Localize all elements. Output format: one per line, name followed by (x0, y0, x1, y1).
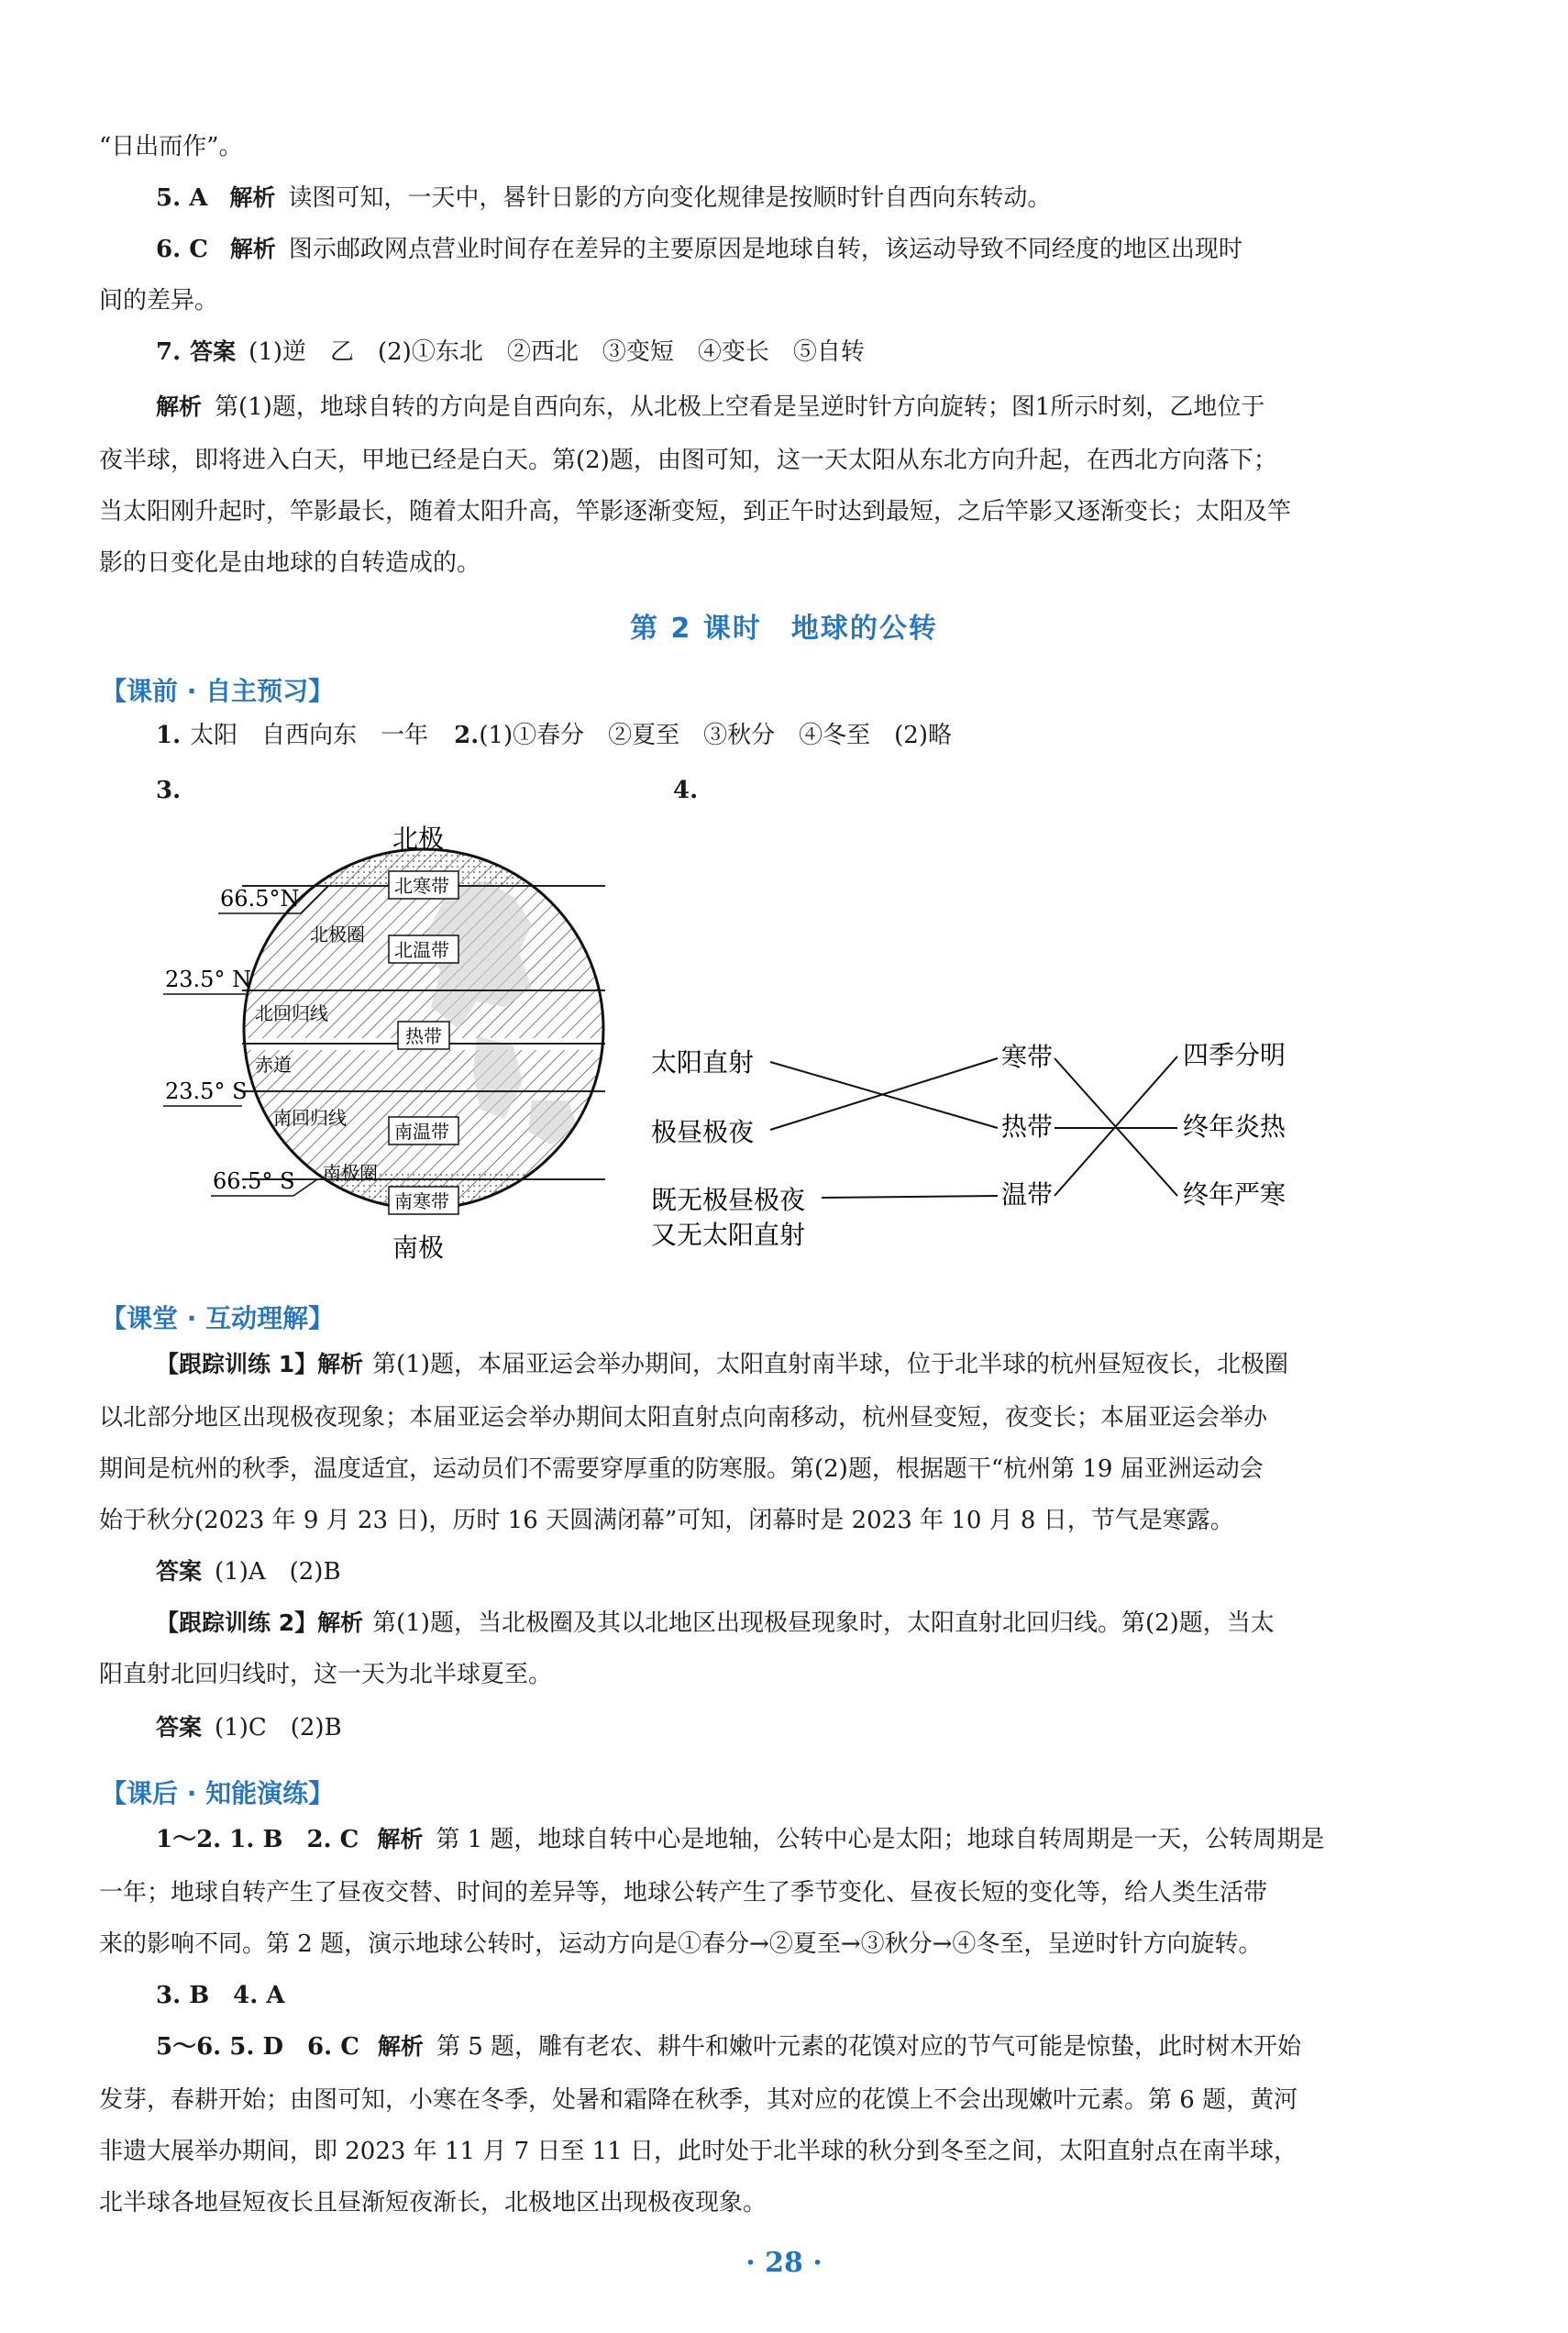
tropic-of-cancer-label-text: 北回归线 (255, 1002, 328, 1024)
match-connector-lines (770, 1056, 1177, 1198)
match-left-item: 既无极昼极夜 (651, 1185, 806, 1215)
match-right-item: 终年严寒 (1183, 1179, 1286, 1210)
text-line: 一年；地球自转产生了昼夜交替、时间的差异等，地球公转产生了季节变化、昼夜长短的变化等，给人类生活带 (99, 1879, 1268, 1907)
text-line: 以北部分地区出现极夜现象；本届亚运会举办期间太阳直射点向南移动，杭州昼变短，夜变长；本届亚运会举办 (99, 1404, 1268, 1432)
antarctic-circle-label: 南极圈 (323, 1162, 378, 1184)
south-temperate-zone-label: 南温带 (394, 1121, 449, 1143)
match-middle-item: 寒带 (1001, 1042, 1054, 1072)
text-line: 发芽，春耕开始；由图可知，小寒在冬季，处暑和霜降在秋季，其对应的花馍上不会出现嫩叶元素。第 6 题，黄河 (99, 2086, 1298, 2114)
lesson-title: 第 2 课时 地球的公转 (630, 613, 938, 645)
north-temperate-zone-label: 北温带 (394, 939, 449, 961)
latitude-label-66s: 66.5° S (213, 1168, 295, 1194)
page-number: · 28 · (745, 2247, 823, 2279)
match-right-item: 终年炎热 (1183, 1111, 1286, 1142)
text-line: 来的影响不同。第 2 题，演示地球公转时，运动方向是①春分→②夏至→③秋分→④冬至，呈逆时针方向旋转。 (99, 1930, 1263, 1958)
text-line: 阳直射北回归线时，这一天为北半球夏至。 (99, 1661, 553, 1688)
latitude-label-23s: 23.5° S (165, 1078, 248, 1104)
latitude-label-66n: 66.5°N (220, 886, 300, 912)
text-line: 北半球各地昼短夜长且昼渐短夜渐长，北极地区出现极夜现象。 (99, 2189, 767, 2217)
tracking-exercise-2: 【跟踪训练 2】解析 第(1)题，当北极圈及其以北地区出现极昼现象时，太阳直射北回归线。第(2)题，当太 (156, 1609, 1275, 1637)
text-line: 影的日变化是由地球的自转造成的。 (99, 549, 481, 577)
answer-1-2-practice: 1～2. 1. B 2. C 解析 第 1 题，地球自转中心是地轴，公转中心是太阳；地球自转周期是一天，公转周期是 (156, 1826, 1325, 1853)
text-line: 始于秋分(2023 年 9 月 23 日)，历时 16 天圆满闭幕”可知，闭幕时是 2023 年 10 月 8 日，节气是寒露。 (99, 1507, 1234, 1534)
match-left-item: 太阳直射 (651, 1047, 755, 1078)
text-line: 非遗大展举办期间，即 2023 年 11 月 7 日至 11 日，此时处于北半球的秋分到冬至之间，太阳直射点在南半球， (99, 2138, 1297, 2165)
answer-6: 6. C 解析 图示邮政网点营业时间存在差异的主要原因是地球自转，该运动导致不同经度的地区出现时 (156, 236, 1242, 263)
text-line: “日出而作”。 (99, 133, 243, 160)
text-line: 当太阳刚升起时，竿影最长，随着太阳升高，竿影逐渐变短，到正午时达到最短，之后竿影又逐渐变长；太阳及竿 (99, 498, 1292, 525)
south-pole-label: 南极 (392, 1233, 445, 1263)
section-heading-classroom: 【课堂 · 互动理解】 (101, 1303, 335, 1333)
equator-label: 赤道 (255, 1054, 292, 1076)
answer-3-label: 3. (156, 777, 182, 804)
section-heading-preview: 【课前 · 自主预习】 (101, 676, 335, 706)
answer-7: 7. 答案 (1)逆 乙 (2)①东北 ②西北 ③变短 ④变长 ⑤自转 (156, 338, 865, 366)
answer-4-label: 4. (673, 777, 699, 804)
text-line: 期间是杭州的秋季，温度适宜，运动员们不需要穿厚重的防寒服。第(2)题，根据题干“杭州第 19 届亚洲运动会 (99, 1455, 1264, 1483)
arctic-circle-label: 北极圈 (310, 923, 365, 945)
tropic-of-capricorn-label: 南回归线 (273, 1107, 347, 1129)
answer-5-6-practice: 5～6. 5. D 6. C 解析 第 5 题，雕有老农、耕牛和嫩叶元素的花馍对应的节气可能是惊蛰，此时树木开始 (156, 2033, 1302, 2061)
south-frigid-zone-label: 南寒带 (394, 1190, 449, 1212)
answer-7-explanation: 解析 第(1)题，地球自转的方向是自西向东，从北极上空看是呈逆时针方向旋转；图1所示时刻，乙地位于 (156, 393, 1265, 421)
section-heading-practice: 【课后 · 知能演练】 (101, 1778, 335, 1808)
tracking-exercise-1: 【跟踪训练 1】解析 第(1)题，本届亚运会举办期间，太阳直射南半球，位于北半球的杭州昼短夜长，北极圈 (156, 1351, 1288, 1378)
matching-diagram (642, 1027, 1339, 1266)
answer-3-4-practice: 3. B 4. A (156, 1982, 285, 2009)
tracking-1-answer: 答案 (1)A (2)B (156, 1558, 341, 1586)
answer-5: 5. A 解析 读图可知，一天中，晷针日影的方向变化规律是按顺时针自西向东转动。 (156, 184, 1052, 212)
north-frigid-zone-label: 北寒带 (394, 875, 449, 897)
match-left-item: 又无太阳直射 (651, 1220, 806, 1250)
text-line: 间的差异。 (99, 287, 219, 315)
globe-climate-zones-diagram (147, 825, 624, 1266)
tropical-zone-label: 热带 (405, 1025, 442, 1047)
answer-1-2: 1. 太阳 自西向东 一年 2.(1)①春分 ②夏至 ③秋分 ④冬至 (2)略 (156, 722, 952, 749)
north-pole-label: 北极 (392, 825, 445, 854)
match-middle-item: 热带 (1001, 1111, 1054, 1142)
match-left-item: 极昼极夜 (651, 1117, 755, 1147)
text-line: 夜半球，即将进入白天，甲地已经是白天。第(2)题，由图可知，这一天太阳从东北方向升起，在西北方向落下； (99, 447, 1277, 474)
tracking-2-answer: 答案 (1)C (2)B (156, 1714, 342, 1741)
match-middle-item: 温带 (1001, 1179, 1054, 1210)
latitude-label-23n: 23.5° N (165, 967, 252, 992)
match-right-item: 四季分明 (1183, 1040, 1286, 1070)
